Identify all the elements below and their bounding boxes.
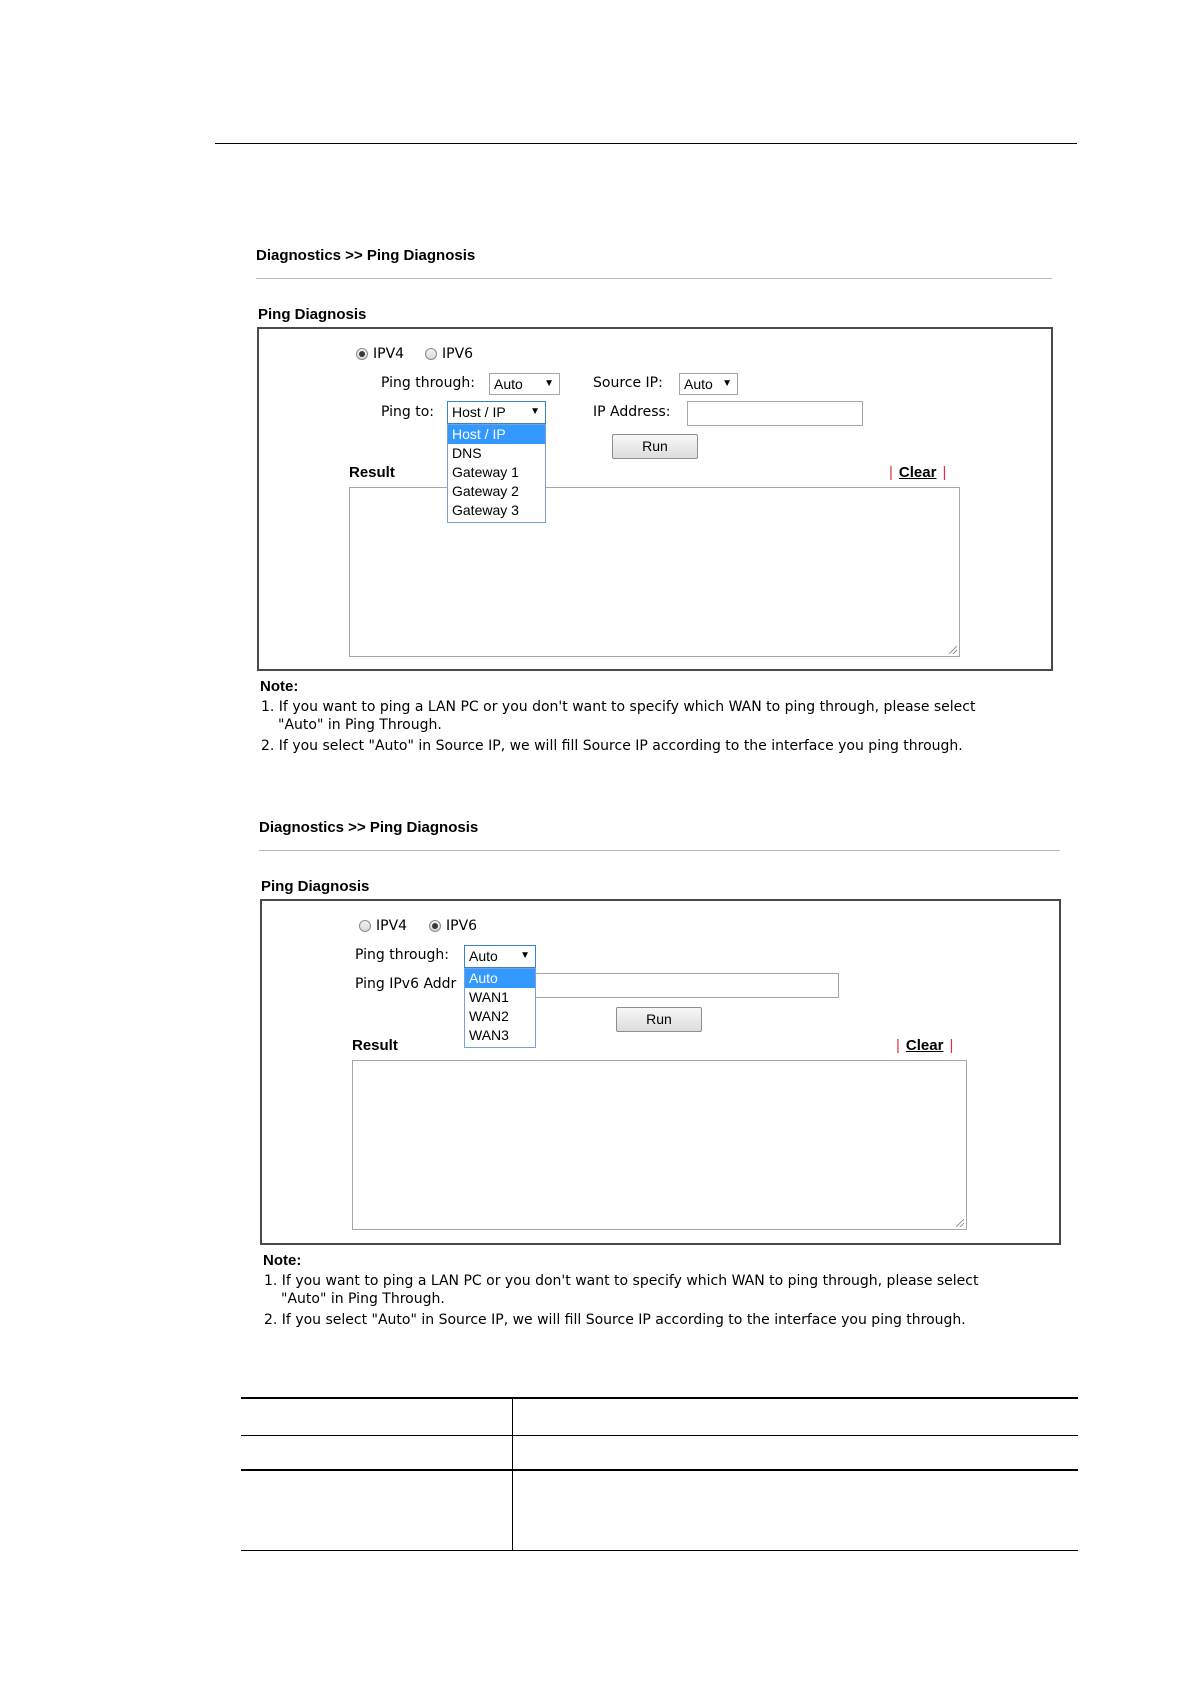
note-title: Note: (263, 1252, 302, 1269)
source-ip-select[interactable] (679, 373, 738, 395)
note-title: Note: (260, 678, 299, 695)
ping-to-option[interactable]: Gateway 1 (452, 464, 519, 480)
table-row-border (241, 1435, 1078, 1436)
ip-address-input[interactable] (687, 401, 863, 426)
source-ip-label: Source IP: (593, 375, 663, 391)
dropdown-arrow-icon: ▼ (722, 378, 732, 389)
ping-through-option[interactable]: WAN3 (469, 1027, 509, 1043)
ipv6-radio[interactable] (429, 920, 441, 932)
clear-control (896, 1037, 953, 1054)
ping-through-label: Ping through: (355, 947, 449, 963)
breadcrumb: Diagnostics >> Ping Diagnosis (259, 819, 479, 836)
ping-through-select[interactable] (464, 945, 536, 968)
dropdown-arrow-icon: ▼ (544, 378, 554, 389)
dropdown-arrow-icon: ▼ (520, 950, 530, 961)
note-line-2: 2. If you select "Auto" in Source IP, we will fill Source IP according to the interface you ping through. (261, 738, 963, 754)
ping-to-option[interactable]: Gateway 3 (452, 502, 519, 518)
ping-to-dropdown (447, 424, 546, 523)
run-button[interactable]: Run (616, 1007, 702, 1032)
clear-link[interactable]: Clear (898, 464, 937, 481)
ipv4-label: IPV4 (376, 918, 408, 934)
panel-title: Ping Diagnosis (258, 306, 367, 323)
ipv6-radio[interactable] (425, 348, 437, 360)
clear-pipe-right: | (949, 1037, 954, 1054)
panel-title: Ping Diagnosis (261, 878, 370, 895)
table-row-border (241, 1469, 1078, 1471)
ping-through-option[interactable]: Auto (465, 969, 535, 988)
clear-pipe-right: | (942, 464, 947, 481)
ping-through-label: Ping through: (381, 375, 475, 391)
clear-pipe-left: | (896, 1037, 900, 1054)
ping-ipv6-address-label: Ping IPv6 Addr (355, 976, 457, 992)
result-label: Result (352, 1037, 398, 1054)
ip-address-label: IP Address: (593, 404, 671, 420)
ping-to-select[interactable] (447, 401, 546, 424)
table-column-divider (512, 1397, 513, 1551)
resize-grip-icon[interactable] (956, 1219, 964, 1227)
run-button[interactable]: Run (612, 434, 698, 459)
note-line-1: 1. If you want to ping a LAN PC or you don't want to specify which WAN to ping through, please select (261, 699, 976, 715)
ping-through-option[interactable]: WAN1 (469, 989, 509, 1005)
breadcrumb-divider (256, 278, 1052, 279)
resize-grip-icon[interactable] (949, 646, 957, 654)
clear-link[interactable]: Clear (905, 1037, 944, 1054)
breadcrumb-divider (259, 850, 1060, 851)
result-label: Result (349, 464, 395, 481)
note-line-1: 1. If you want to ping a LAN PC or you don't want to specify which WAN to ping through, please select (264, 1273, 979, 1289)
ping-through-option[interactable]: WAN2 (469, 1008, 509, 1024)
ping-to-option[interactable]: Gateway 2 (452, 483, 519, 499)
ping-through-value: Auto (469, 948, 498, 964)
ipv6-label: IPV6 (442, 346, 474, 362)
note-line-1-cont: "Auto" in Ping Through. (281, 1291, 445, 1307)
ipv4-label: IPV4 (373, 346, 405, 362)
ping-through-value: Auto (494, 376, 523, 392)
table-bottom-border (241, 1550, 1078, 1551)
ipv4-radio[interactable] (359, 920, 371, 932)
ping-to-value: Host / IP (452, 404, 506, 420)
ipv6-label: IPV6 (446, 918, 478, 934)
ipv4-radio[interactable] (356, 348, 368, 360)
ping-to-label: Ping to: (381, 404, 435, 420)
clear-control (889, 464, 946, 481)
breadcrumb: Diagnostics >> Ping Diagnosis (256, 247, 476, 264)
ping-to-option[interactable]: Host / IP (448, 425, 545, 444)
result-textarea[interactable] (349, 487, 960, 657)
page-top-rule (215, 143, 1077, 144)
dropdown-arrow-icon: ▼ (530, 406, 540, 417)
ping-through-select[interactable] (489, 373, 560, 395)
clear-pipe-left: | (889, 464, 893, 481)
ping-to-option[interactable]: DNS (452, 445, 482, 461)
ping-through-dropdown (464, 968, 536, 1048)
note-line-2: 2. If you select "Auto" in Source IP, we will fill Source IP according to the interface you ping through. (264, 1312, 966, 1328)
source-ip-value: Auto (684, 376, 713, 392)
note-line-1-cont: "Auto" in Ping Through. (278, 717, 442, 733)
result-textarea[interactable] (352, 1060, 967, 1230)
table-top-border (241, 1397, 1078, 1399)
